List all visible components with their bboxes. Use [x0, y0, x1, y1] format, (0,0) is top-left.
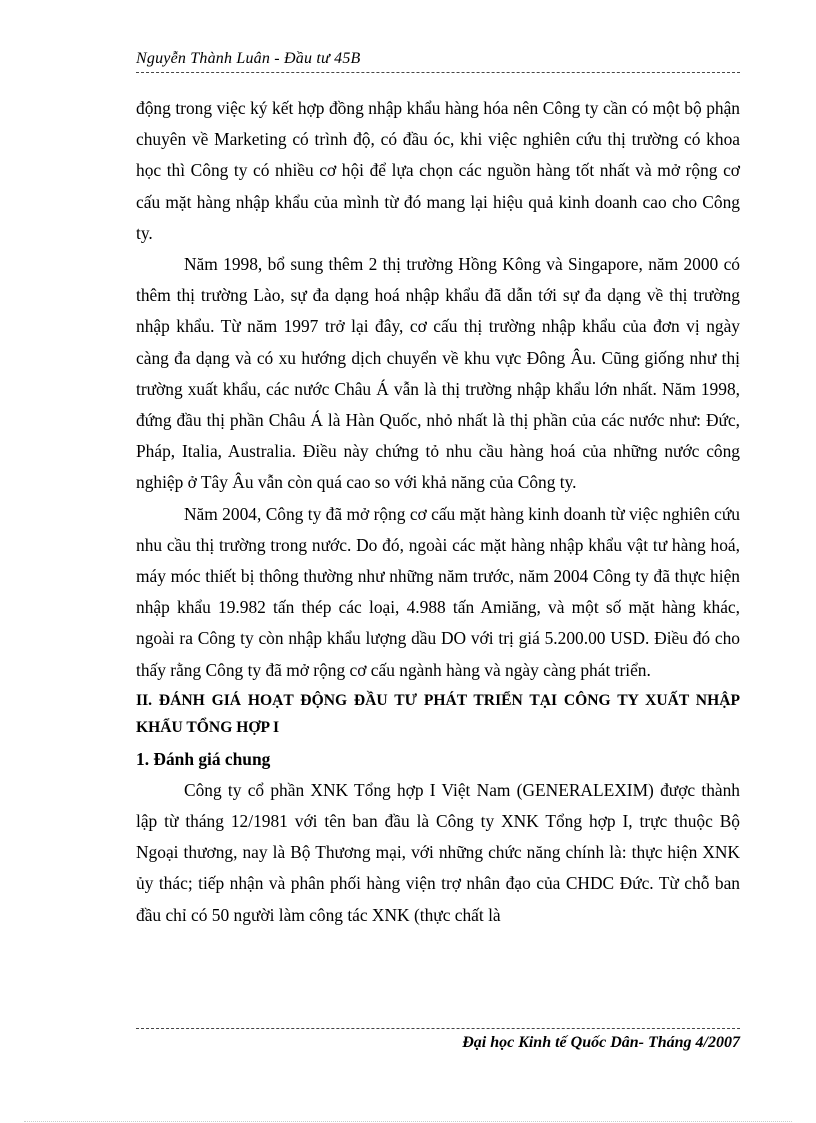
paragraph-continuation: động trong việc ký kết hợp đồng nhập khẩu hàng hóa nên Công ty cần có một bộ phận chuyên về Marketing có trình độ, có đầu óc, khi việc nghiên cứu thị trường có khoa học thì Công ty có nhiều cơ hội để lựa chọn các nguồn hàng tốt nhất và mở rộng cơ cấu mặt hàng nhập khẩu của mình từ đó mang lại hiệu quả kinh doanh cao cho Công ty. — [136, 98, 740, 243]
page-body — [136, 93, 740, 931]
page-bottom-edge — [24, 1121, 792, 1122]
running-footer: Đại học Kinh tế Quốc Dân- Tháng 4/2007 — [462, 1034, 740, 1051]
footer-divider — [136, 1028, 740, 1029]
section-heading: II. ĐÁNH GIÁ HOẠT ĐỘNG ĐẦU TƯ PHÁT TRIỂN TẠI CÔNG TY XUẤT NHẬP KHẨU TỔNG HỢP I — [136, 691, 740, 736]
paragraph-import-markets: Năm 1998, bổ sung thêm 2 thị trường Hồng Kông và Singapore, năm 2000 có thêm thị trường Lào, sự đa dạng hoá nhập khẩu đã dẫn tới sự đa dạng về thị trường nhập khẩu. Từ năm 1997 trở lại đây, cơ cấu thị trường nhập khẩu của đơn vị ngày càng đa dạng và có xu hướng dịch chuyển về khu vực Đông Âu. Cũng giống như thị trường xuất khẩu, các nước Châu Á vẫn là thị trường nhập khẩu lớn nhất. Năm 1998, đứng đầu thị phần Châu Á là Hàn Quốc, nhỏ nhất là thị phần của các nước như: Đức, Pháp, Italia, Australia. Điều này chứng tỏ nhu cầu hàng hoá của những nước công nghiệp ở Tây Âu vẫn còn quá cao so với khả năng của Công ty. — [136, 254, 740, 493]
paragraph-company-overview: Công ty cổ phần XNK Tổng hợp I Việt Nam (GENERALEXIM) được thành lập từ tháng 12/1981 với tên ban đầu là Công ty XNK Tổng hợp I, trực thuộc Bộ Ngoại thương, nay là Bộ Thương mại, với những chức năng chính là: thực hiện XNK ủy thác; tiếp nhận và phân phối hàng viện trợ nhân đạo của CHDC Đức. Từ chỗ ban đầu chỉ có 50 người làm công tác XNK (thực chất là — [136, 779, 740, 925]
sub-heading: 1. Đánh giá chung — [136, 748, 271, 769]
header-divider — [136, 72, 740, 73]
running-header: Nguyễn Thành Luân - Đầu tư 45B — [136, 50, 361, 67]
paragraph-2004-expansion: Năm 2004, Công ty đã mở rộng cơ cấu mặt hàng kinh doanh từ việc nghiên cứu nhu cầu thị trường trong nước. Do đó, ngoài các mặt hàng nhập khẩu vật tư hàng hoá, máy móc thiết bị thông thường như những năm trước, năm 2004 Công ty đã thực hiện nhập khẩu 19.982 tấn thép các loại, 4.988 tấn Amiăng, và một số mặt hàng khác, ngoài ra Công ty còn nhập khẩu lượng dầu DO với trị giá 5.200.00 USD. Điều đó cho thấy rằng Công ty đã mở rộng cơ cấu ngành hàng và ngày càng phát triển. — [136, 503, 740, 680]
